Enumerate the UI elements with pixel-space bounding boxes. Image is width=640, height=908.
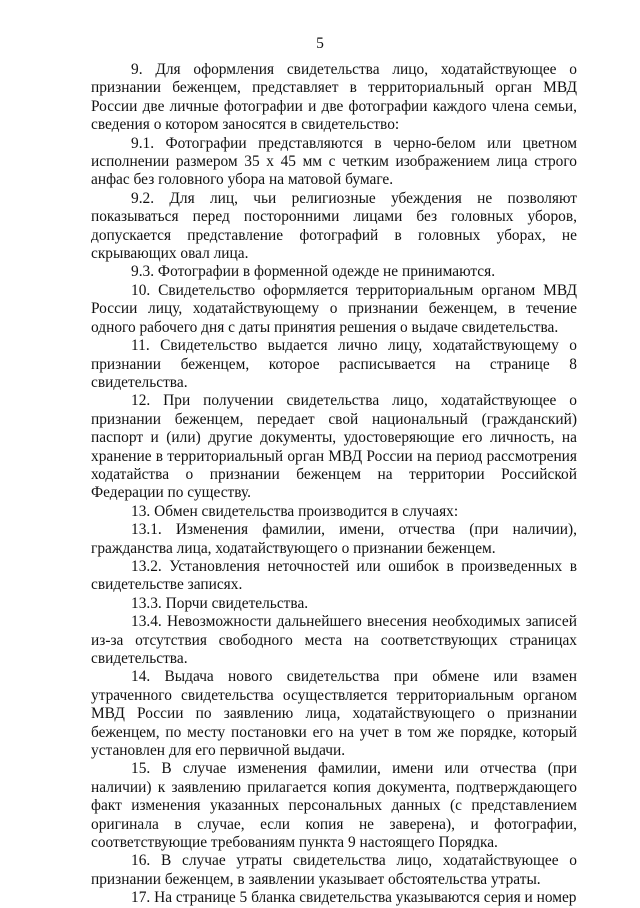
page-number: 5: [316, 35, 324, 52]
paragraph-9-2: 9.2. Для лиц, чьи религиозные убеждения не позволяют показываться перед посторонними лицами без головных уборов, допускается представление фотографий в головных уборах, не скрывающих овал лица.: [91, 189, 577, 263]
paragraph-16: 16. В случае утраты свидетельства лицо, ходатайствующее о признании беженцем, в заявлении указывает обстоятельства утраты.: [91, 852, 577, 888]
paragraph-12: 12. При получении свидетельства лицо, ходатайствующее о признании беженцем, передает свой национальный (гражданский) паспорт и (или) другие документы, удостоверяющие его личность, на хранение в территориальный орган МВД России на период рассмотрения ходатайства о признании беженцем на территории Российской Федерации по существу.: [91, 392, 577, 502]
paragraph-11: 11. Свидетельство выдается лично лицу, ходатайствующему о признании беженцем, которое расписывается на странице 8 свидетельства.: [91, 337, 577, 391]
paragraph-10: 10. Свидетельство оформляется территориальным органом МВД России лицу, ходатайствующему о признании беженцем, в течение одного рабочего дня с даты принятия решения о выдаче свидетельства.: [91, 281, 577, 336]
paragraph-13-3: 13.3. Порчи свидетельства.: [131, 594, 309, 612]
paragraph-13-2: 13.2. Установления неточностей или ошибок в произведенных в свидетельстве записях.: [91, 557, 577, 594]
paragraph-13: 13. Обмен свидетельства производится в случаях:: [131, 502, 459, 520]
paragraph-15: 15. В случае изменения фамилии, имени или отчества (при наличии) к заявлению прилагается копия документа, подтверждающего факт изменения указанных персональных данных (с представлением оригинала в случае, если копия не заверена), и фотографии, соответствующие требованиям пункта 9 настоящего Порядка.: [91, 760, 577, 852]
paragraph-17: 17. На странице 5 бланка свидетельства указываются серия и номер: [131, 889, 577, 907]
paragraph-13-4: 13.4. Невозможности дальнейшего внесения необходимых записей из-за отсутствия свободного места на соответствующих страницах свидетельства.: [91, 613, 577, 667]
paragraph-9-1: 9.1. Фотографии представляются в черно-белом или цветном исполнении размером 35 x 45 мм с четким изображением лица строго анфас без головного убора на матовой бумаге.: [91, 134, 577, 189]
paragraph-9: 9. Для оформления свидетельства лицо, ходатайствующее о признании беженцем, представляет в территориальный орган МВД России две личные фотографии и две фотографии каждого члена семьи, сведения о котором заносятся в свидетельство:: [91, 61, 577, 134]
paragraph-14: 14. Выдача нового свидетельства при обмене или взамен утраченного свидетельства осуществляется территориальным органом МВД России по заявлению лица, ходатайствующего о признании беженцем, по месту постановки его на учет в том же порядке, который установлен для его первичной выдачи.: [91, 668, 577, 760]
paragraph-13-1: 13.1. Изменения фамилии, имени, отчества (при наличии), гражданства лица, ходатайствующего о признании беженцем.: [91, 521, 577, 557]
document-body: [91, 61, 577, 908]
paragraph-9-3: 9.3. Фотографии в форменной одежде не принимаются.: [131, 263, 496, 281]
